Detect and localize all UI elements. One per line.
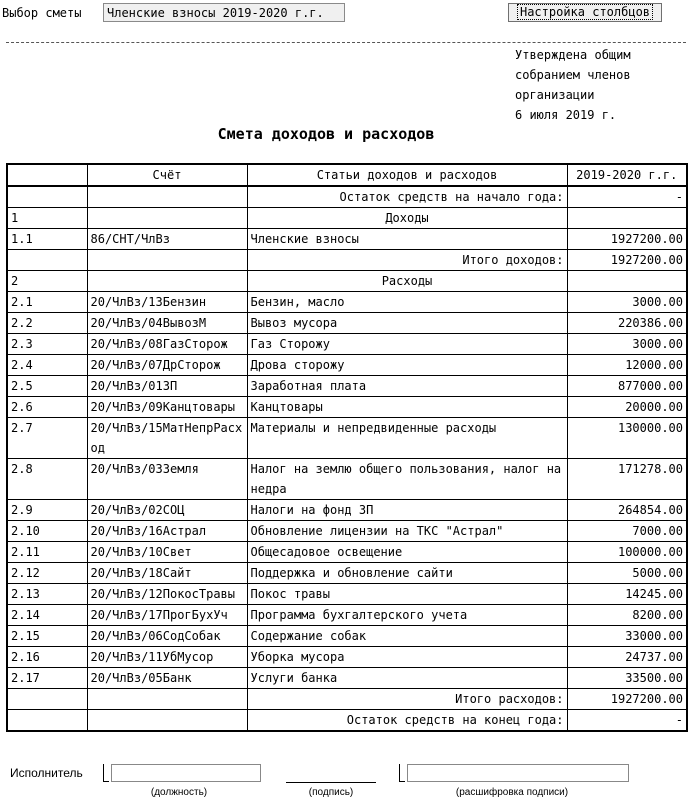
row-number: 2.3 (7, 334, 87, 355)
row-item: Уборка мусора (247, 647, 567, 668)
row-item: Бензин, масло (247, 292, 567, 313)
row-account: 20/ЧлВз/16Астрал (87, 521, 247, 542)
row-number: 2.11 (7, 542, 87, 563)
signature-caption: (подпись) (308, 787, 354, 798)
expense-row (7, 584, 687, 605)
row-account: 20/ЧлВз/04ВывозМ (87, 313, 247, 334)
expense-row (7, 626, 687, 647)
row-account: 20/ЧлВз/03Земля (87, 459, 247, 500)
row-item: Газ Сторожу (247, 334, 567, 355)
section-label: Расходы (247, 271, 567, 292)
section-label: Доходы (247, 208, 567, 229)
expense-row (7, 605, 687, 626)
row-amount: 130000.00 (567, 418, 687, 459)
header-amount: 2019-2020 г.г. (567, 164, 687, 186)
column-settings-button[interactable] (508, 3, 662, 22)
row-amount: 24737.00 (567, 647, 687, 668)
row-number: 2.6 (7, 397, 87, 418)
row-number: 1.1 (7, 229, 87, 250)
section-number: 2 (7, 271, 87, 292)
row-account: 20/ЧлВз/11УбМусор (87, 647, 247, 668)
row-account: 20/ЧлВз/15МатНепрРасход (87, 418, 247, 459)
row-number: 2.15 (7, 626, 87, 647)
position-field-corner (103, 764, 109, 782)
row-item: Поддержка и обновление сайти (247, 563, 567, 584)
approval-note (515, 45, 695, 125)
approval-line: Утверждена общим (515, 48, 631, 62)
expense-row (7, 397, 687, 418)
row-account: 20/ЧлВз/01ЗП (87, 376, 247, 397)
signature-line (286, 782, 376, 783)
row-item: Канцтовары (247, 397, 567, 418)
row-item: Дрова сторожу (247, 355, 567, 376)
approval-line: 6 июля 2019 г. (515, 108, 617, 122)
row-account: 20/ЧлВз/06СодСобак (87, 626, 247, 647)
approval-line: организации (515, 88, 595, 102)
decoding-field[interactable] (407, 764, 629, 782)
row-number: 2.16 (7, 647, 87, 668)
row-amount: 1927200.00 (567, 229, 687, 250)
row-amount: 7000.00 (567, 521, 687, 542)
expense-row (7, 668, 687, 689)
column-settings-label: Настройка столбцов (517, 4, 653, 20)
row-account: 86/СНТ/ЧлВз (87, 229, 247, 250)
row-account: 20/ЧлВз/12ПокосТравы (87, 584, 247, 605)
row-number: 2.12 (7, 563, 87, 584)
income-section-row (7, 208, 687, 229)
expense-row (7, 292, 687, 313)
document-title: Смета доходов и расходов (217, 125, 435, 143)
expense-total-value: 1927200.00 (567, 689, 687, 710)
opening-balance-row (7, 186, 687, 208)
row-amount: 5000.00 (567, 563, 687, 584)
decoding-caption: (расшифровка подписи) (455, 787, 569, 798)
dashed-separator (6, 42, 686, 43)
row-account: 20/ЧлВз/13Бензин (87, 292, 247, 313)
row-number: 2.10 (7, 521, 87, 542)
row-number: 2.8 (7, 459, 87, 500)
row-amount: 171278.00 (567, 459, 687, 500)
row-account: 20/ЧлВз/02СОЦ (87, 500, 247, 521)
row-amount: 14245.00 (567, 584, 687, 605)
expense-section-row (7, 271, 687, 292)
row-item: Услуги банка (247, 668, 567, 689)
position-field[interactable] (111, 764, 261, 782)
closing-balance-label: Остаток средств на конец года: (247, 710, 567, 732)
row-amount: 3000.00 (567, 334, 687, 355)
row-number: 2.17 (7, 668, 87, 689)
row-item: Членские взносы (247, 229, 567, 250)
row-number: 2.4 (7, 355, 87, 376)
row-number: 2.5 (7, 376, 87, 397)
expense-row (7, 500, 687, 521)
header-number (7, 164, 87, 186)
position-caption: (должность) (150, 787, 208, 798)
row-amount: 264854.00 (567, 500, 687, 521)
row-item: Содержание собак (247, 626, 567, 647)
income-row (7, 229, 687, 250)
expense-row (7, 563, 687, 584)
expense-row (7, 418, 687, 459)
expense-row (7, 376, 687, 397)
executor-label: Исполнитель (10, 766, 83, 780)
estimate-select-field[interactable]: Членские взносы 2019-2020 г.г. (103, 3, 345, 22)
row-account: 20/ЧлВз/10Свет (87, 542, 247, 563)
row-account: 20/ЧлВз/18Сайт (87, 563, 247, 584)
income-total-row (7, 250, 687, 271)
row-number: 2.2 (7, 313, 87, 334)
row-item: Заработная плата (247, 376, 567, 397)
row-item: Материалы и непредвиденные расходы (247, 418, 567, 459)
row-item: Налоги на фонд ЗП (247, 500, 567, 521)
expense-row (7, 313, 687, 334)
row-amount: 33000.00 (567, 626, 687, 647)
row-amount: 20000.00 (567, 397, 687, 418)
row-item: Вывоз мусора (247, 313, 567, 334)
opening-balance-value: - (567, 186, 687, 208)
row-account: 20/ЧлВз/09Канцтовары (87, 397, 247, 418)
row-account: 20/ЧлВз/07ДрСторож (87, 355, 247, 376)
row-account: 20/ЧлВз/05Банк (87, 668, 247, 689)
closing-balance-value: - (567, 710, 687, 732)
expense-row (7, 521, 687, 542)
estimate-select-label: Выбор сметы (2, 6, 82, 20)
closing-balance-row (7, 710, 687, 732)
income-total-label: Итого доходов: (247, 250, 567, 271)
header-account: Счёт (87, 164, 247, 186)
section-number: 1 (7, 208, 87, 229)
row-account: 20/ЧлВз/08ГазСторож (87, 334, 247, 355)
expense-row (7, 355, 687, 376)
income-total-value: 1927200.00 (567, 250, 687, 271)
row-item: Общесадовое освещение (247, 542, 567, 563)
row-item: Покос травы (247, 584, 567, 605)
row-item: Налог на землю общего пользования, налог на недра (247, 459, 567, 500)
expense-total-label: Итого расходов: (247, 689, 567, 710)
approval-line: собранием членов (515, 68, 631, 82)
row-amount: 12000.00 (567, 355, 687, 376)
decoding-field-corner (399, 764, 405, 782)
expense-total-row (7, 689, 687, 710)
expense-row (7, 459, 687, 500)
row-number: 2.1 (7, 292, 87, 313)
row-number: 2.13 (7, 584, 87, 605)
row-account: 20/ЧлВз/17ПрогБухУч (87, 605, 247, 626)
row-number: 2.14 (7, 605, 87, 626)
row-item: Обновление лицензии на ТКС "Астрал" (247, 521, 567, 542)
table-header-row (7, 164, 687, 186)
expense-row (7, 542, 687, 563)
row-number: 2.9 (7, 500, 87, 521)
opening-balance-label: Остаток средств на начало года: (247, 186, 567, 208)
row-amount: 220386.00 (567, 313, 687, 334)
budget-table (6, 163, 688, 732)
expense-row (7, 647, 687, 668)
row-amount: 33500.00 (567, 668, 687, 689)
header-item: Статьи доходов и расходов (247, 164, 567, 186)
row-amount: 8200.00 (567, 605, 687, 626)
row-amount: 877000.00 (567, 376, 687, 397)
row-amount: 3000.00 (567, 292, 687, 313)
row-item: Программа бухгалтерского учета (247, 605, 567, 626)
row-number: 2.7 (7, 418, 87, 459)
row-amount: 100000.00 (567, 542, 687, 563)
expense-row (7, 334, 687, 355)
